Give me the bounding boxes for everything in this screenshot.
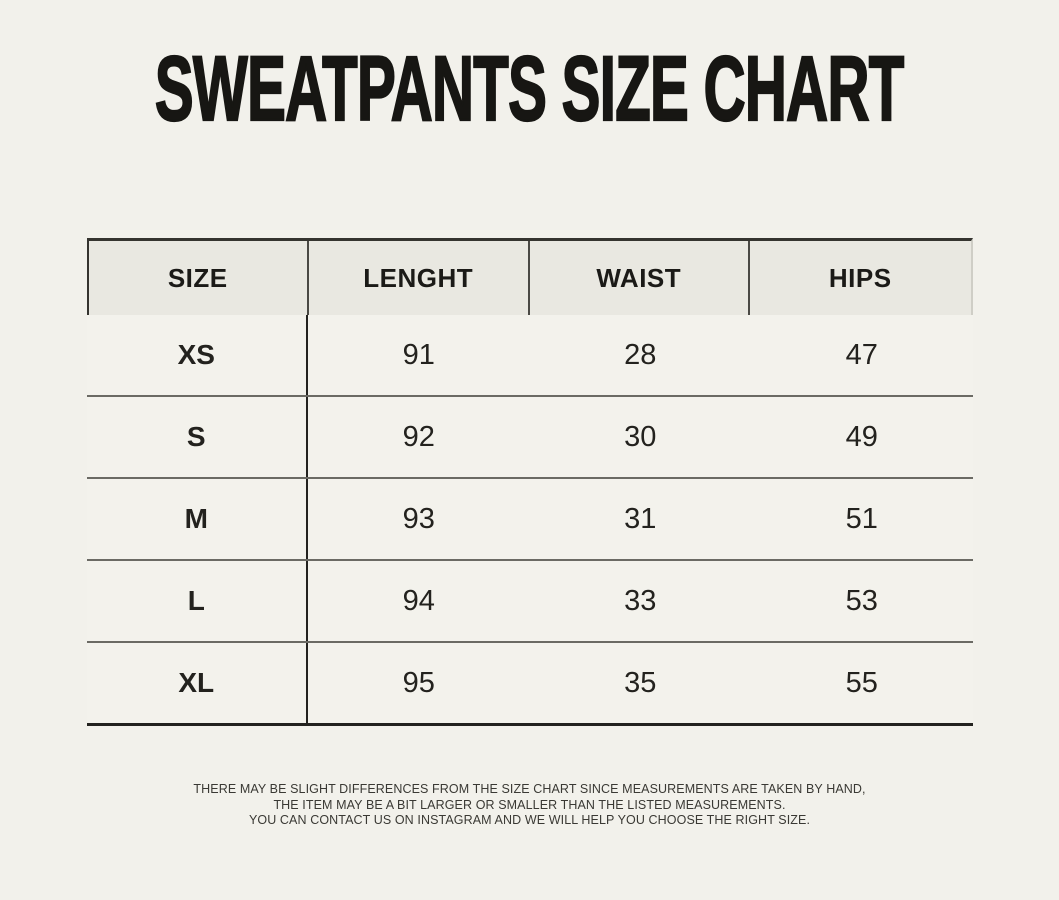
waist-cell: 30 bbox=[624, 420, 657, 453]
lenght-cell: 95 bbox=[402, 666, 435, 699]
table-row-s bbox=[87, 395, 973, 477]
column-header-waist: WAIST bbox=[530, 241, 751, 315]
waist-cell: 31 bbox=[624, 502, 657, 535]
footnote bbox=[0, 782, 1059, 829]
table-header-row bbox=[87, 238, 973, 315]
footnote-line: THERE MAY BE SLIGHT DIFFERENCES FROM THE SIZE CHART SINCE MEASUREMENTS ARE TAKEN BY HAND, bbox=[193, 782, 866, 796]
size-cell: L bbox=[87, 561, 309, 641]
hips-cell: 55 bbox=[845, 666, 878, 699]
page-title bbox=[0, 30, 1059, 148]
waist-cell: 28 bbox=[624, 338, 657, 371]
waist-cell: 35 bbox=[624, 666, 657, 699]
table-row-m bbox=[87, 477, 973, 559]
lenght-cell: 94 bbox=[402, 584, 435, 617]
column-header-hips: HIPS bbox=[828, 262, 892, 293]
hips-cell: 49 bbox=[845, 420, 878, 453]
table-row-xl bbox=[87, 641, 973, 723]
lenght-cell: 91 bbox=[402, 338, 435, 371]
size-cell: S bbox=[87, 397, 309, 477]
size-chart-page bbox=[0, 30, 1059, 900]
size-chart-table bbox=[87, 238, 973, 726]
column-header-lenght: LENGHT bbox=[309, 241, 530, 315]
hips-cell: 51 bbox=[845, 502, 878, 535]
table-row-l bbox=[87, 559, 973, 641]
column-header-size: SIZE bbox=[89, 241, 310, 315]
page-title-text: SWEATPANTS SIZE CHART bbox=[155, 37, 904, 140]
size-cell: M bbox=[87, 479, 309, 559]
lenght-cell: 93 bbox=[402, 502, 435, 535]
size-cell: XS bbox=[87, 315, 309, 395]
footnote-line: YOU CAN CONTACT US ON INSTAGRAM AND WE WILL HELP YOU CHOOSE THE RIGHT SIZE. bbox=[248, 813, 811, 827]
size-cell: XL bbox=[87, 643, 309, 723]
table-body bbox=[87, 315, 973, 726]
hips-cell: 53 bbox=[845, 584, 878, 617]
lenght-cell: 92 bbox=[402, 420, 435, 453]
table-row-xs bbox=[87, 315, 973, 395]
hips-cell: 47 bbox=[845, 338, 878, 371]
waist-cell: 33 bbox=[624, 584, 657, 617]
footnote-line: THE ITEM MAY BE A BIT LARGER OR SMALLER THAN THE LISTED MEASUREMENTS. bbox=[273, 797, 786, 812]
